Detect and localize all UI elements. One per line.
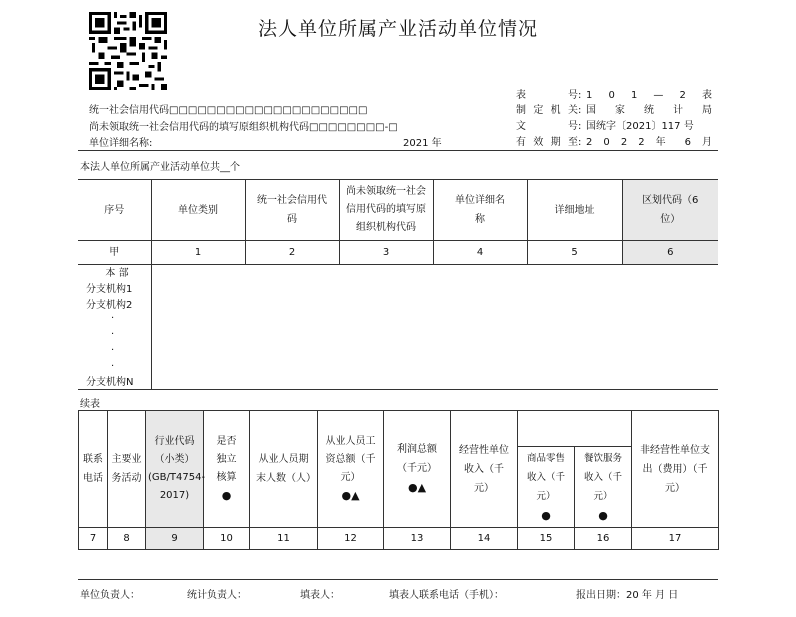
continued-label: 续表 [80,399,100,410]
unit-name-label: 单位详细名称: [89,138,153,149]
form-number-label: 表 号 [516,90,578,101]
col-num-1: 1 [151,241,245,265]
col-num-3: 3 [339,241,433,265]
col-num-10: 10 [204,528,250,550]
main-table [78,179,718,265]
header-main-activity: 主要业务活动 [108,411,146,528]
header-retail-income [518,447,575,528]
header-operating-income: 经营性单位收入（千元） [451,411,518,528]
col-num-7: 7 [79,528,108,550]
header-retail-label: 商品零售收入（千元） [526,452,565,502]
header-industry-code: 行业代码（小类）(GB/T4754-2017) [146,411,204,528]
header-phone: 联系电话 [79,411,108,528]
header-catering-income [575,447,632,528]
header-independent-label: 是否独立核算 [216,435,237,483]
col-num-13: 13 [384,528,451,550]
header-credit-code: 统一社会信用代码 [245,180,339,241]
mark-catering: ● [598,508,608,522]
col-num-4: 4 [433,241,527,265]
row-ellipsis-1: · [111,313,115,324]
validity-label: 有效期至 [516,137,578,148]
form-number-row: 表 号: 1 0 1 — 2 表 [516,86,712,101]
col-num-15: 15 [518,528,575,550]
continued-table [78,410,719,550]
row-branch-1: 分支机构1 [86,284,133,295]
row-label-divider [151,264,152,389]
org-code-label: 尚未领取统一社会信用代码的填写原组织机构代码□□□□□□□□-□ [89,122,398,133]
authority-row: 制定机关: 国 家 统 计 局 [516,101,712,116]
row-ellipsis-3: · [111,345,115,356]
header-unit-name: 单位详细名称 [433,180,527,241]
validity-value: 2 0 2 2 年 6 月 [586,137,712,148]
sig-report-date: 报出日期：20 年 月 日 [576,590,679,601]
col-num-16: 16 [575,528,632,550]
table1-bottom-line [78,389,718,390]
col-num-8: 8 [108,528,146,550]
header-org-code: 尚未领取统一社会信用代码的填写原组织机构代码 [339,180,433,241]
signature-divider [78,579,718,580]
row-ellipsis-4: · [111,361,115,372]
col-num-14: 14 [451,528,518,550]
header-address: 详细地址 [527,180,622,241]
header-headcount: 从业人员期末人数（人） [250,411,318,528]
report-year: 2021 年 [403,138,442,149]
mark-profit: ●▲ [407,481,427,494]
mark-wage: ●▲ [341,488,360,502]
document-number-value: 国统字〔2021〕117 号 [586,121,694,132]
row-hq: 本 部 [105,268,129,279]
col-num-a: 甲 [78,241,151,265]
form-number-value: 1 0 1 — 2 表 [586,90,712,101]
sig-unit-head: 单位负责人： [80,590,140,601]
header-wage-total [318,411,384,528]
document-number-label: 文 号 [516,121,578,132]
authority-label: 制定机关 [516,105,578,116]
header-unit-category: 单位类别 [151,180,245,241]
validity-row: 有效期至: 2 0 2 2 年 6 月 [516,133,712,148]
header-independent [204,411,250,528]
header-profit-label: 利润总额（千元） [397,444,437,474]
col-num-17: 17 [632,528,719,550]
header-seq: 序号 [78,180,151,241]
mark-independent: ● [221,488,232,502]
row-branch-2: 分支机构2 [86,300,133,311]
header-wage-label: 从业人员工资总额（千元） [325,435,376,483]
col-num-6: 6 [622,241,718,265]
header-region-code: 区划代码（6 位） [622,180,718,241]
page-title: 法人单位所属产业活动单位情况 [257,18,538,40]
sig-stat-head: 统计负责人： [187,590,247,601]
col-num-5: 5 [527,241,622,265]
col-num-12: 12 [318,528,384,550]
header-catering-label: 餐饮服务收入（千元） [583,452,622,502]
sig-filler-phone: 填表人联系电话（手机）： [389,590,504,601]
header-income-group [518,411,632,447]
document-number-row: 文 号: 国统字〔2021〕117 号 [516,117,712,132]
row-branch-n: 分支机构N [86,377,134,388]
header-divider [78,150,718,151]
header-profit [384,411,451,528]
mark-retail: ● [541,508,551,522]
row-ellipsis-2: · [111,329,115,340]
credit-code-label: 统一社会信用代码□□□□□□□□□□□□□□□□□□□□□ [89,105,368,116]
sig-filler: 填表人： [300,590,340,601]
col-num-11: 11 [250,528,318,550]
header-nonoperating-expense: 非经营性单位支出（费用）（千元） [632,411,719,528]
col-num-9: 9 [146,528,204,550]
unit-count-line: 本法人单位所属产业活动单位共__个 [80,162,240,173]
col-num-2: 2 [245,241,339,265]
authority-value: 国 家 统 计 局 [586,105,712,116]
